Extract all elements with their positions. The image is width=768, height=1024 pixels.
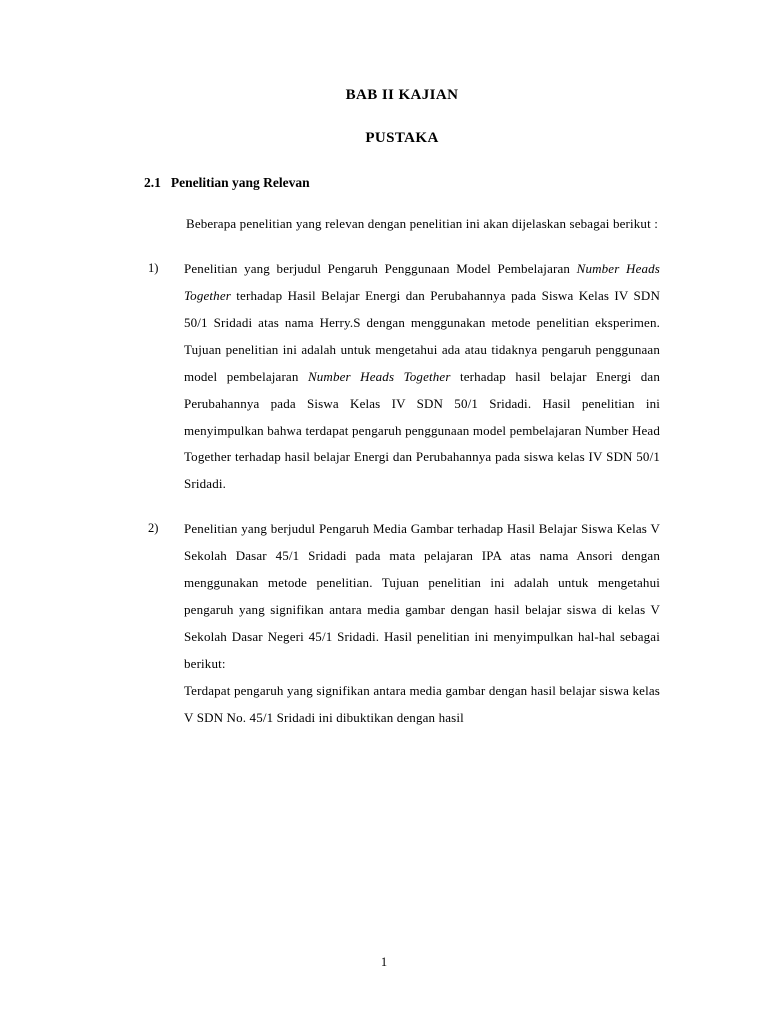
text-segment: terhadap hasil belajar Energi dan Perubahannya pada Siswa Kelas IV SDN 50/1 Sridadi. Hasil penelitian ini menyimpulkan bahwa terdapat pengaruh penggunaan model pembelajaran Number Head Together terhadap hasil belajar Energi dan Perubahannya pada siswa kelas IV SDN 50/1 Sridadi. xyxy=(184,368,660,492)
list-item-sub-paragraph: Terdapat pengaruh yang signifikan antara media gambar dengan hasil belajar siswa kelas V SDN No. 45/1 Sridadi ini dibuktikan dengan hasil xyxy=(184,682,660,725)
text-segment: terhadap Hasil Belajar Energi dan Perubahannya pada Siswa Kelas IV SDN 50/1 Sridadi atas nama Herry.S dengan menggunakan metode penelitian eksperimen. Tujuan penelitian ini adalah untuk mengetahui ada atau tidaknya pengaruh penggunaan model pembelajaran xyxy=(184,288,660,384)
section-heading xyxy=(144,175,660,191)
text-segment: Penelitian yang berjudul Pengaruh Penggunaan Model Pembelajaran xyxy=(184,261,577,277)
section-title: Penelitian yang Relevan xyxy=(170,175,310,190)
italic-term: Number Heads Together xyxy=(307,368,451,384)
list-item xyxy=(144,516,660,731)
list-item xyxy=(144,256,660,498)
chapter-title-line-1: BAB II KAJIAN xyxy=(345,87,459,103)
intro-paragraph: Beberapa penelitian yang relevan dengan penelitian ini akan dijelaskan sebagai berikut : xyxy=(186,216,658,232)
italic-term: Number Heads Together xyxy=(184,261,660,303)
chapter-title-line-2: PUSTAKA xyxy=(365,130,439,146)
section-number: 2.1 xyxy=(144,175,161,190)
list-item-text xyxy=(184,256,660,498)
page-number: 1 xyxy=(380,955,388,969)
list-marker: 1) xyxy=(148,261,159,276)
text-segment: Penelitian yang berjudul Pengaruh Media Gambar terhadap Hasil Belajar Siswa Kelas V Sekolah Dasar 45/1 Sridadi pada mata pelajaran IPA atas nama Ansori dengan menggunakan metode penelitian. Tujuan penelitian ini adalah untuk mengetahui pengaruh yang signifikan antara media gambar dengan hasil belajar siswa di kelas V Sekolah Dasar Negeri 45/1 Sridadi. Hasil penelitian ini menyimpulkan hal-hal sebagai berikut: xyxy=(184,521,660,671)
list-marker: 2) xyxy=(148,521,159,536)
list-item-text xyxy=(184,516,660,731)
